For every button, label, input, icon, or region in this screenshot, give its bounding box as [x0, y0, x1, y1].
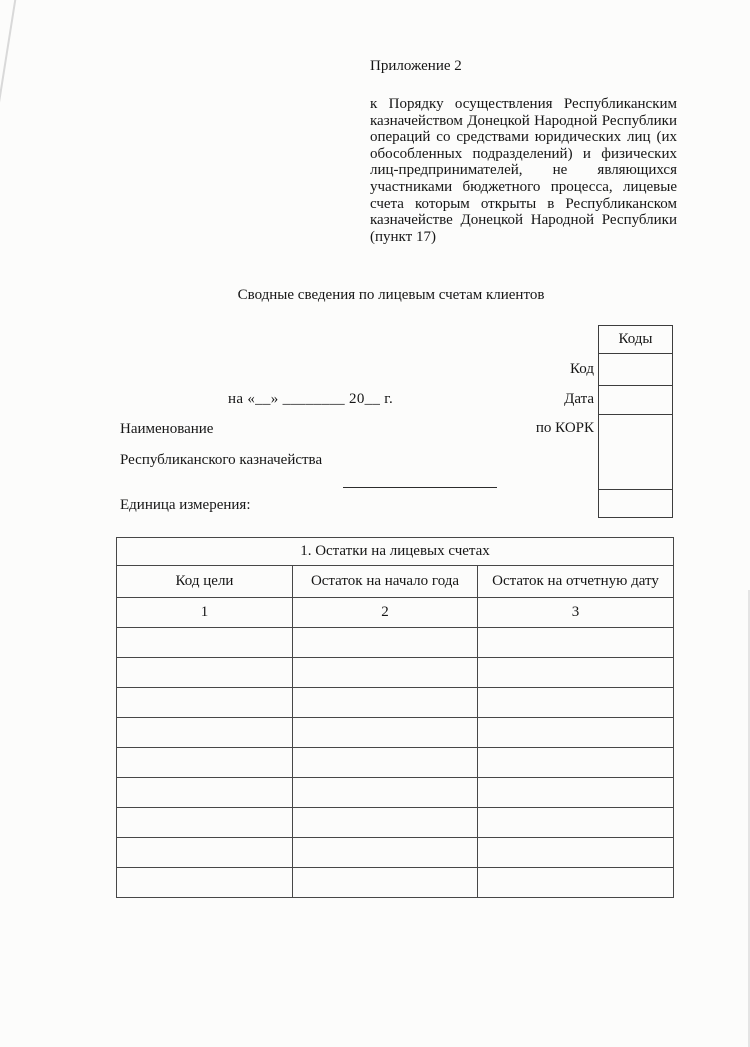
codes-label-kork: по КОРК: [535, 420, 594, 436]
empty-cell: [293, 658, 478, 688]
col-header-kod-tseli: Код цели: [117, 566, 293, 598]
col-header-ostatok-otchet: Остаток на отчетную дату: [478, 566, 674, 598]
empty-cell: [293, 778, 478, 808]
codes-box-cell-data: [599, 385, 672, 414]
report-date-line: на «__» ________ 20__ г.: [228, 391, 394, 407]
table-row: [117, 688, 674, 718]
appendix-reference-paragraph: к Порядку осуществления Республиканским казначейством Донецкой Народной Республики операций со средствами юридических лиц (их обособленных подразделений) и физических лиц-предпринимателей, не являющихся участниками бюджетного процесса, лицевые счета которым открыты в Республиканском казначействе Донецкой Народной Республики (пункт 17): [370, 96, 677, 245]
empty-cell: [478, 748, 674, 778]
empty-cell: [478, 718, 674, 748]
empty-cell: [478, 838, 674, 868]
table-row: [117, 778, 674, 808]
appendix-number: Приложение 2: [370, 58, 462, 74]
col-number-3: 3: [478, 598, 674, 628]
empty-cell: [478, 658, 674, 688]
empty-cell: [117, 718, 293, 748]
empty-cell: [478, 868, 674, 898]
table-section-title: 1. Остатки на лицевых счетах: [117, 538, 674, 566]
treasury-name-label-line2: Республиканского казначейства: [120, 452, 323, 468]
empty-cell: [117, 778, 293, 808]
empty-cell: [293, 748, 478, 778]
empty-cell: [293, 808, 478, 838]
table-row: [117, 808, 674, 838]
table-section-title-row: [117, 538, 674, 566]
empty-cell: [293, 838, 478, 868]
empty-cell: [117, 688, 293, 718]
empty-cell: [117, 628, 293, 658]
empty-cell: [293, 688, 478, 718]
document-title: Сводные сведения по лицевым счетам клиентов: [237, 287, 545, 303]
balances-table: [116, 537, 674, 898]
empty-cell: [117, 868, 293, 898]
empty-cell: [293, 868, 478, 898]
empty-cell: [293, 718, 478, 748]
balances-empty-rows: [117, 628, 674, 898]
codes-box-cell-kork: [599, 414, 672, 489]
codes-box-cell-kod: [599, 353, 672, 385]
codes-box-header: Коды: [618, 331, 653, 347]
table-row: [117, 868, 674, 898]
codes-box-cell-extra: [599, 489, 672, 517]
empty-cell: [293, 628, 478, 658]
scan-edge-artifact: [0, 0, 17, 111]
empty-cell: [478, 808, 674, 838]
table-column-number-row: [117, 598, 674, 628]
empty-cell: [478, 628, 674, 658]
unit-of-measure-label: Единица измерения:: [120, 497, 251, 513]
empty-cell: [117, 838, 293, 868]
col-header-ostatok-nachalo: Остаток на начало года: [293, 566, 478, 598]
table-row: [117, 748, 674, 778]
codes-box: [598, 325, 673, 518]
empty-cell: [117, 748, 293, 778]
empty-cell: [117, 658, 293, 688]
treasury-name-label-line1: Наименование: [120, 421, 214, 437]
table-row: [117, 838, 674, 868]
treasury-name-fill-line: [343, 473, 497, 488]
codes-label-data: Дата: [564, 391, 594, 407]
table-header-row: [117, 566, 674, 598]
table-row: [117, 658, 674, 688]
col-number-1: 1: [117, 598, 293, 628]
table-row: [117, 718, 674, 748]
codes-label-kod: Код: [570, 361, 594, 377]
table-row: [117, 628, 674, 658]
col-number-2: 2: [293, 598, 478, 628]
empty-cell: [478, 778, 674, 808]
empty-cell: [478, 688, 674, 718]
empty-cell: [117, 808, 293, 838]
